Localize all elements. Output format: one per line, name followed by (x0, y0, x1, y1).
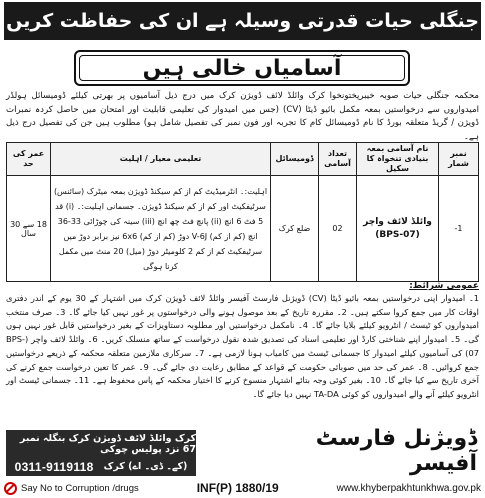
phone-label: (کے۔ ڈی۔ اے) کرک (103, 461, 188, 472)
table-row (7, 176, 479, 282)
cell-serial: 1- (439, 176, 479, 282)
col-serial: نمبر شمار (439, 143, 479, 176)
no-sign-icon (4, 482, 17, 495)
vacancy-table (6, 142, 479, 282)
inf-number: INF(P) 1880/19 (196, 481, 279, 495)
col-post: نام آسامی بمعہ بنیادی تنخواہ کا سکیل (357, 143, 439, 176)
phone-number: 0311-9119118 (14, 459, 94, 474)
intro-paragraph: محکمہ جنگلی حیات صوبہ خیبرپختونخوا کرک وائلڈ لائف ڈویژن کرک میں درج ذیل آسامیوں پر بھرتی کیلئے ڈومیسائل ہولڈر امیدواروں سے درخواستیں بمعہ مکمل بائیو ڈیٹا (CV) (جس میں امیدوار کی تعلیمی قابلیت اور امتحان میں حاصل کردہ نمبرات ڈویژن / گریڈ متعلقہ بورڈ کا نام ڈومیسائل کام کا تجربہ اور فون نمبر کی تفصیل شامل ہو) مطلوب ہیں جن کی تفصیل درج ذیل ہے۔ (6, 91, 479, 142)
post-scale: (BPS-07) (375, 229, 420, 240)
post-name: وائلڈ لائف واچر (363, 216, 432, 227)
address-box (6, 430, 196, 476)
cell-qualification: اہلیت:۔ انٹرمیڈیٹ کم از کم سیکنڈ ڈویژن بمعہ میٹرک (سائنس) سرٹیفکیٹ اور کم از کم سیکنڈ ڈویژن۔ جسمانی اہلیت:۔ (i) قد 5 فٹ 6 انچ (ii) پانچ فٹ چھ انچ (iii) سینہ کی چوڑائی 33-36 انچ (کم از کم) V-6J دوڑ (کم از کم) 6x6 نیز برابر دوڑ میں سرٹیفکیٹ کم از کم 2 کلومیٹر دوڑ (میل) 20 منٹ میں مکمل کرنا ہوگی (51, 176, 271, 282)
cell-domicile: ضلع کرک (271, 176, 319, 282)
no-corruption-slogan (4, 482, 139, 495)
col-age: عمر کی حد (7, 143, 51, 176)
terms-paragraph: 1۔ امیدوار اپنی درخواستیں بمعہ بائیو ڈیٹا (CV) ڈویژنل فارسٹ آفیسر وائلڈ لائف ڈویژن کرک میں اشتہار کے 30 یوم کے اندر دفتری اوقات کار میں جمع کروا سکتے ہیں۔ 2۔ مقررہ تاریخ کے بعد موصول ہونے والی درخواستوں پر غور نہیں کیا جائے گا۔ 3۔ صرف منتخب امیدواروں کو ٹیسٹ / انٹرویو کیلئے بلایا جائے گا۔ 4۔ نامکمل درخواستیں اور مطلوبہ دستاویزات کے بغیر درخواستیں قابل غور نہیں ہوں گی۔ 5۔ امیدوار اپنے شناختی کارڈ اور تعلیمی اسناد کی تصدیق شدہ نقول درخواست کے ساتھ منسلک کریں۔ 6۔ وائلڈ لائف واچر (BPS-07) کی آسامیوں کیلئے امیدوار کا جسمانی ٹیسٹ میں کامیاب ہونا لازمی ہے۔ 7۔ سرکاری ملازمین متعلقہ محکمہ کے ذریعے درخواستیں جمع کروائیں۔ 8۔ عمر کی حد میں صوبائی حکومت کے قواعد کے مطابق رعایت دی جائے گی۔ 9۔ عمر کا تعین درخواست جمع کرنے کی آخری تاریخ سے کیا جائے گا۔ 10۔ بغیر کوئی وجہ بتائے اشتہار منسوخ کرنے کا اختیار محکمہ کے پاس محفوظ ہے۔ 11۔ جسمانی ٹیسٹ اور انٹرویو کیلئے آنے والے امیدواروں کو کوئی TA-DA نہیں دیا جائے گا۔ (6, 293, 479, 399)
no-corruption-text: Say No to Corruption /drugs (21, 482, 139, 494)
terms-heading: عمومی شرائط: (409, 281, 479, 291)
col-count: تعداد آسامی (319, 143, 357, 176)
phone-row (15, 460, 188, 474)
officer-signature-title: ڈویژنل فارسٹ آفیسر (315, 426, 477, 476)
slogan-banner: جنگلی حیات قدرتی وسیلہ ہے ان کی حفاظت کریں (4, 2, 481, 40)
page-title: آسامیاں خالی ہیں (74, 50, 410, 86)
footer (4, 480, 481, 496)
website-url: www.khyberpakhtunkhwa.gov.pk (336, 482, 481, 494)
cell-post (357, 176, 439, 282)
col-qualification: تعلیمی معیار / اہلیت (51, 143, 271, 176)
address-line: کرک وائلڈ لائف ڈویژن کرک بنگلہ نمبر 67 نزد پولیس چوکی (19, 432, 196, 455)
col-domicile: ڈومیسائل (271, 143, 319, 176)
cell-age: 18 سے 30 سال (7, 176, 51, 282)
cell-count: 02 (319, 176, 357, 282)
table-header-row (7, 143, 479, 176)
